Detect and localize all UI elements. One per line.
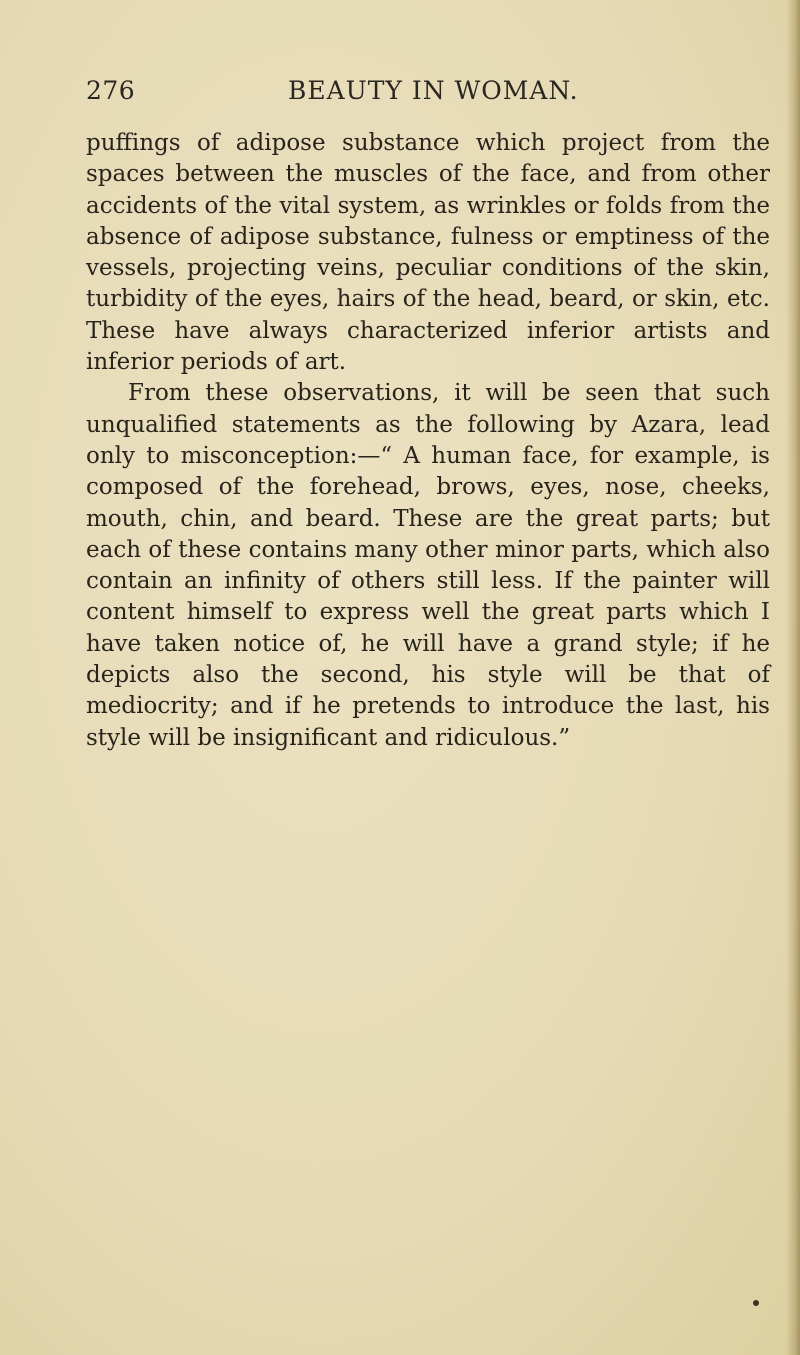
- body-text: [86, 128, 770, 754]
- print-speck: [753, 1300, 759, 1306]
- page-number: 276: [86, 76, 136, 105]
- running-title: BEAUTY IN WOMAN.: [288, 76, 579, 105]
- page-edge-shadow: [786, 0, 800, 1355]
- paragraph-azara-quote: From these observations, it will be seen that such unqualified statements as the following by Azara, lead only to misconception:—“ A human face, for example, is composed of the forehead, brows, eyes, nose, cheeks, mouth, chin, and beard. These are the great parts; but each of these contains many other minor parts, which also contain an infinity of others still less. If the painter will content himself to express well the great parts which I have taken notice of, he will have a grand style; if he depicts also the second, his style will be that of mediocrity; and if he pretends to introduce the last, his style will be insignificant and ridiculous.”: [86, 380, 770, 751]
- paragraph-continued: puffings of adipose substance which project from the spaces between the muscles of the face, and from other accidents of the vital system, as wrinkles or folds from the absence of adipose substance, fulness or emptiness of the vessels, projecting veins, peculiar conditions of the skin, turbidity of the eyes, hairs of the head, beard, or skin, etc. These have always characterized inferior artists and inferior periods of art.: [86, 130, 770, 376]
- page-header: [86, 76, 770, 116]
